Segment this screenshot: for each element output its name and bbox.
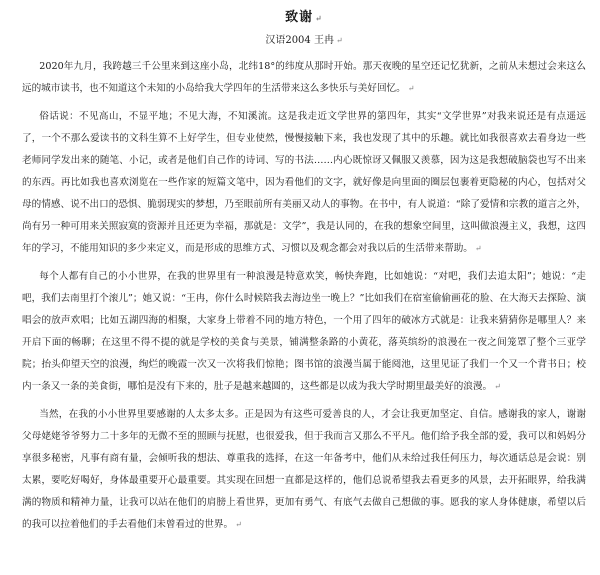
- paragraph-mark-icon: ↵: [474, 244, 482, 253]
- paragraph-2-text: 俗话说：不见高山，不显平地；不见大海，不知溪流。这是我走近文学世界的第四年，其实“文学世界”对我来说还是有点遥远了，一个不那么爱读书的文科生算不上好学生，但专业使然，慢慢接触下来，我也发现了其中的乐趣。就比如我很喜欢去看身边一些老师同学发出来的随笔、小记，或者是他们自己作的诗词、写的书法……内心既惊讶又佩服又羡慕，因为这是我想破脑袋也写不出来的东西。再比如我也喜欢浏览在一些作家的短篇文笔中，因为看他们的文字，就好像是向里面的圈层包裹着更隐秘的内心，包括对父母的情感、说不出口的恐惧、脆弱现实的梦想，乃至眼前所有美丽又动人的事物。在书中，有人说道：“除了爱情和宗教的道言之外，尚有另一种可用来关照寂寞的资源并且还更为幸福，那就是：文学”，我是认同的，在我的想象空间里，这叫做浪漫主义，我想，这四年的学习，不能用知识的多少来定义，而是形成的思维方式、习惯以及观念都会对我以后的生活带来帮助。: [22, 111, 586, 254]
- paragraph-3-text: 每个人都有自己的小小世界，在我的世界里有一种浪漫是特意欢笑，畅快奔跑，比如她说：“对吧，我们去追太阳”；她说：“走吧，我们去南里打个滚儿”；她又说：“王冉，你什么时候陪我去海边坐一晚上？”比如我们在宿室偷偷画花的脸、在大海天去探险、演唱会的放声欢唱；比如五湖四海的相聚，大家身上带着不同的地方特色，一个用了四年的破冰方式就是：让我来猜猜你是哪里人？来开启下面的畅聊；在这里不得不提的就是学校的美食与美景，铺满整条路的小黄花，落英缤纷的浪漫在一夜之间笼罩了整个三亚学院；抬头仰望天空的浪漫，绚烂的晚霞一次又一次将我们惊艳；图书馆的浪漫当属于能阅池，这里见证了我们一个又一个背书日；校内一条又一条的美食街，哪怕是没有下来的，肚子是越来越圆的，这些都是以成为我大学时期里最美好的浪漫。: [22, 271, 586, 392]
- paragraph-mark-icon: ↵: [235, 520, 242, 529]
- document-title-text: 致谢: [285, 10, 314, 25]
- paragraph-mark-icon: ↵: [315, 13, 323, 23]
- paragraph-1: [22, 56, 586, 100]
- document-byline: [22, 34, 586, 48]
- byline-text: 汉语2004 王冉: [265, 35, 334, 46]
- paragraph-mark-icon: ↵: [494, 382, 501, 391]
- paragraph-3: [22, 266, 586, 398]
- paragraph-4: [22, 404, 586, 536]
- paragraph-mark-icon: ↵: [407, 84, 415, 93]
- paragraph-2: [22, 106, 586, 260]
- paragraph-4-text: 当然，在我的小小世界里要感谢的人太多太多。正是因为有这些可爱善良的人，才会让我更加坚定、自信。感谢我的家人，谢谢父母姥姥爷爷努力二十多年的无微不至的照顾与抚慰，也很爱我，但于我而言又那么不平凡。他们给予我全部的爱，我可以和妈妈分享很多秘密，凡事有商有量，会倾听我的想法、尊重我的选择，在这一年备考中，他们从未给过我任何压力，每次通话总是会说：别太累，要吃好喝好，身体最重要开心最重要。其实现在回想一直都是这样的，他们总说希望我去看更多的风景，去开拓眼界，给我满满的物质和精神力量，让我可以站在他们的肩膀上看世界，更加有勇气、有底气去做自己想做的事。愿我的家人身体健康，希望以后的我可以拉着他们的手去看他们未曾看过的世界。: [22, 409, 586, 530]
- document-title: [22, 10, 586, 26]
- paragraph-mark-icon: ↵: [335, 36, 343, 45]
- paragraph-1-text: 2020年九月，我跨越三千公里来到这座小岛，北纬18°的纬度从那时开始。那天夜晚的星空还记忆犹新，之前从未想过会来这么远的城市读书，也不知道这个未知的小岛给我大学四年的生活带来这么多快乐与美好回忆。: [22, 61, 586, 94]
